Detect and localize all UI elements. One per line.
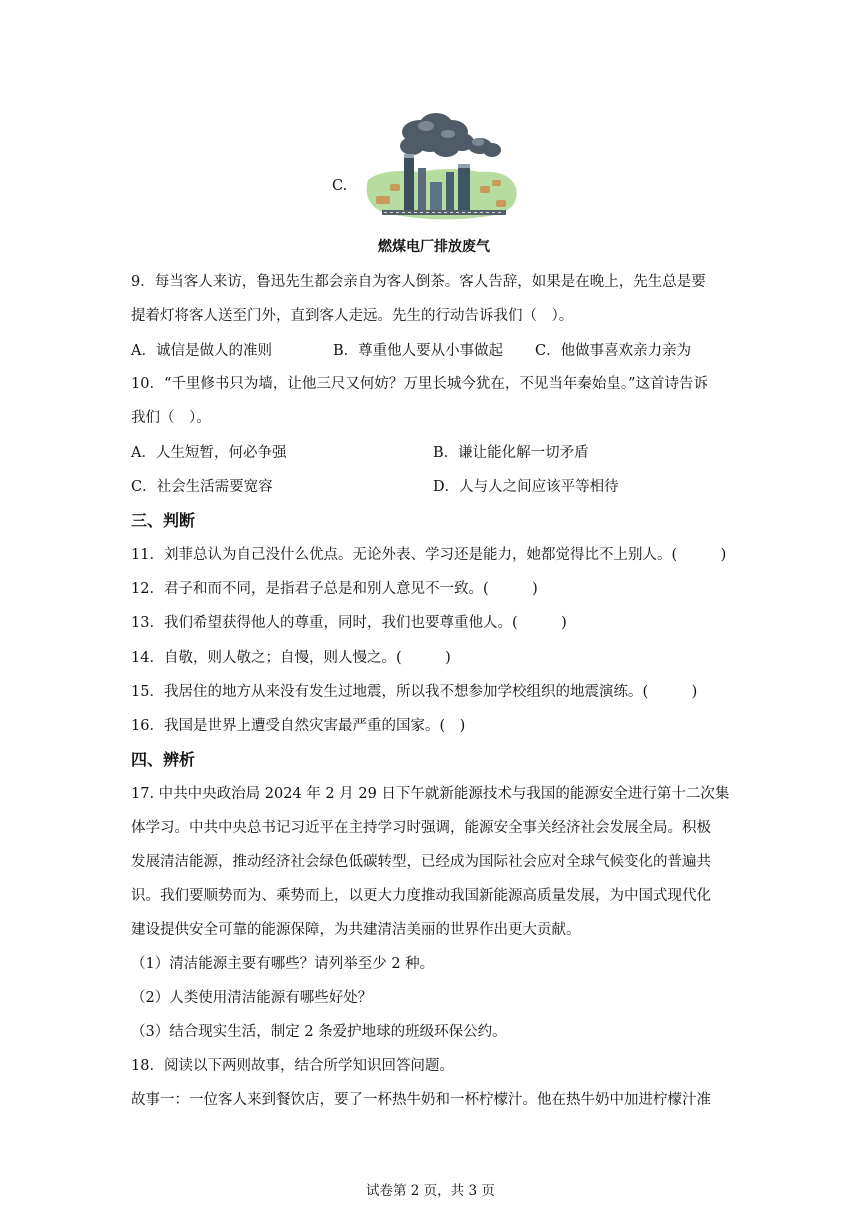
q10-option-b: B．谦让能化解一切矛盾 bbox=[433, 445, 589, 461]
page-footer: 试卷第 2 页，共 3 页 bbox=[366, 1183, 495, 1199]
q10-option-c: C．社会生活需要宽容 bbox=[131, 479, 273, 495]
q17-line-4: 识。我们要顺势而为、乘势而上，以更大力度推动我国新能源高质量发展，为中国式现代化 bbox=[131, 888, 711, 904]
q18-line: 18．阅读以下两则故事，结合所学知识回答问题。 bbox=[131, 1058, 454, 1074]
q9-option-c: C．他做事喜欢亲力亲为 bbox=[535, 343, 692, 359]
q17-sub-2: （2）人类使用清洁能源有哪些好处？ bbox=[131, 990, 373, 1006]
q13: 13．我们希望获得他人的尊重，同时，我们也要尊重他人。( ) bbox=[131, 615, 567, 631]
q10-line-2: 我们（ ）。 bbox=[131, 410, 211, 426]
section-heading-judgement: 三、判断 bbox=[131, 511, 196, 530]
q17-line-5: 建设提供安全可靠的能源保障，为共建清洁美丽的世界作出更大贡献。 bbox=[131, 922, 581, 938]
q10-line-1: 10．“千里修书只为墙，让他三尺又何妨？万里长城今犹在，不见当年秦始皇。”这首诗告诉 bbox=[131, 376, 709, 392]
q11: 11．刘菲总认为自己没什么优点。无论外表、学习还是能力，她都觉得比不上别人。( ) bbox=[131, 547, 727, 563]
q10-option-d: D．人与人之间应该平等相待 bbox=[433, 479, 619, 495]
q17-line-2: 体学习。中共中央总书记习近平在主持学习时强调，能源安全事关经济社会发展全局。积极 bbox=[131, 820, 711, 836]
q9-option-b: B．尊重他人要从小事做起 bbox=[333, 343, 504, 359]
illustration-caption: 燃煤电厂排放废气 bbox=[378, 239, 490, 255]
q17-sub-1: （1）清洁能源主要有哪些？请列举至少 2 种。 bbox=[131, 956, 435, 972]
q12: 12．君子和而不同，是指君子总是和别人意见不一致。( ) bbox=[131, 581, 538, 597]
q16: 16．我国是世界上遭受自然灾害最严重的国家。( ) bbox=[131, 718, 466, 734]
q9-line-1: 9．每当客人来访，鲁迅先生都会亲自为客人倒茶。客人告辞，如果是在晚上，先生总是要 bbox=[131, 274, 706, 290]
q9-line-2: 提着灯将客人送至门外，直到客人走远。先生的行动告诉我们（ ）。 bbox=[131, 308, 574, 324]
q17-line-3: 发展清洁能源，推动经济社会绿色低碳转型，已经成为国际社会应对全球气候变化的普遍共 bbox=[131, 854, 711, 870]
q10-option-a: A．人生短暂，何必争强 bbox=[131, 445, 287, 461]
story-1-line: 故事一：一位客人来到餐饮店，要了一杯热牛奶和一杯柠檬汁。他在热牛奶中加进柠檬汁准 bbox=[131, 1092, 711, 1108]
q17-line-1: 17. 中共中央政治局 2024 年 2 月 29 日下午就新能源技术与我国的能源安全进行第十二次集 bbox=[131, 786, 730, 802]
option-c-label: C. bbox=[332, 178, 348, 194]
q17-sub-3: （3）结合现实生活，制定 2 条爱护地球的班级环保公约。 bbox=[131, 1024, 507, 1040]
power-plant-illustration bbox=[360, 110, 520, 222]
q15: 15．我居住的地方从来没有发生过地震，所以我不想参加学校组织的地震演练。( ) bbox=[131, 684, 698, 700]
q9-option-a: A．诚信是做人的准则 bbox=[131, 343, 272, 359]
section-heading-analysis: 四、辨析 bbox=[131, 750, 196, 769]
q14: 14．自敬，则人敬之；自慢，则人慢之。( ) bbox=[131, 650, 451, 666]
